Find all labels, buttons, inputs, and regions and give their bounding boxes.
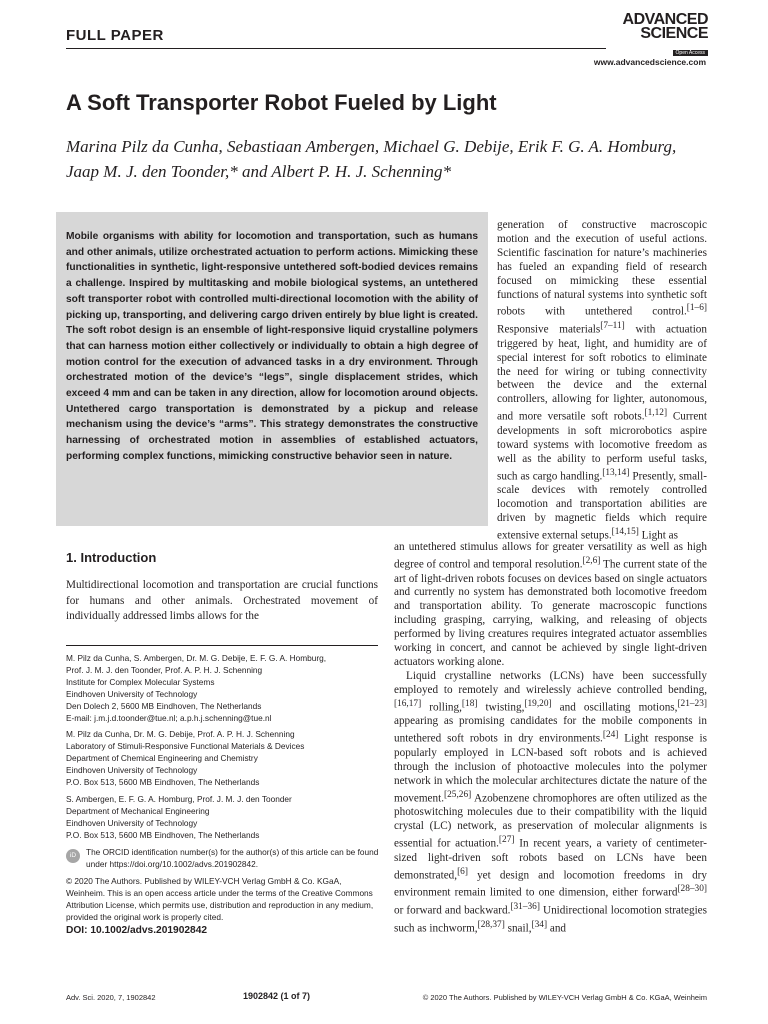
journal-logo [608,13,708,59]
journal-url[interactable]: www.advancedscience.com [593,57,706,67]
orcid-note [66,847,382,871]
doi[interactable]: DOI: 10.1002/advs.201902842 [66,925,208,936]
header-rule [66,48,606,49]
right-column-top: generation of constructive macroscopic motion and the execution of useful actions. Scientific fascination for nature’s machineries has fueled an expanding field of research focused on mimicking these essential functions of natural systems into synthetic soft robots with untethered control.[1–6] Responsive materials[7–11] with actuation triggered by heat, light, and humidity are of special interest for soft robotics to eliminate the need for wiring or tubing connectivity between the device and the external controllers, allowing for lighter, autonomous, and more versatile soft robots.[1,12] Current developments in soft microrobotics aspire toward systems with locomotive freedom as well as the ability to perform useful tasks, such as cargo handling.[13,14] Presently, small-scale devices with remotely controlled locomotion and transportation abilities are driven by magnetic fields which require extensive external setups.[14,15] Light as [497,219,708,542]
license-note: © 2020 The Authors. Published by WILEY-VCH Verlag GmbH & Co. KGaA, Weinheim. This is an open access article under the terms of the Creative Commons Attribution License, which permits use, distribution and reproduction in any medium, provided the original work is properly cited. [66,876,374,923]
right-column-bottom: an untethered stimulus allows for greater versatility as well as high degree of control and temporal resolution.[2,6] The current state of the art of light-driven robots focuses on devices based on single actuators and currently no system has demonstrated both locomotive freedom and transportation ability. To generate macroscopic functions including grasping, carrying, walking, and releasing of objects performed by living creatures requires integrated actuator assemblies working in concert, and cannot be achieved by single light-driven actuators working alone. Liquid crystalline networks (LCNs) have been successfully employed to remotely and wirelessly achieve controlled bending,[16,17] rolling,[18] twisting,[19,20] and oscillating motions,[21–23] appearing as promising candidates for the mobile components in untethered soft robots in dry environments.[24] Light response is popularly employed in LCN-based soft robots and is achieved through the inclusion of photoactive molecules into the polymer network in which the molecular architectures dictate the nature of the movement.[25,26] Azobenzene chromophores are often utilized as the photoswitching molecules due to their compatibility with the liquid crystal (LC) network, as preservation of molecular alignments is essential for actuation.[27] In recent years, a variety of centimeter-sized light-driven soft robots based on LCNs have been demonstrated,[6] yet design and locomotion freedoms in dry environment remain limited to one dimension, either forward[28–30] or forward and backward.[31–36] Unidirectional locomotion strategies such as inchworm,[28,37] snail,[34] and [394,541,708,935]
affiliation-rule [66,645,378,646]
paper-title: A Soft Transporter Robot Fueled by Light [66,90,497,115]
contact-email[interactable]: E-mail: j.m.j.d.toonder@tue.nl; a.p.h.j.schenning@tue.nl [66,712,272,723]
section-label: FULL PAPER [66,27,164,44]
affiliation-block-3: S. Ambergen, E. F. G. A. Homburg, Prof. J. M. J. den Toonder Department of Mechanical Engineering Eindhoven University of Technology P.O. Box 513, 5600 MB Eindhoven, The Netherlands [66,793,292,840]
intro-paragraph: Multidirectional locomotion and transportation are crucial functions for humans and other animals. Orchestrated movement of individually addressed limbs allows for the [66,579,378,623]
authors-line-2: Jaap M. J. den Toonder,* and Albert P. H. J. Schenning* [66,162,451,181]
affiliations [66,653,382,924]
affiliation-block-2: M. Pilz da Cunha, Dr. M. G. Debije, Prof. A. P. H. J. Schenning Laboratory of Stimuli-Responsive Functional Materials & Devices Department of Chemical Engineering and Chemistry Eindhoven University of Technology P.O. Box 513, 5600 MB Eindhoven, The Netherlands [66,729,305,788]
page-number: 1902842 (1 of 7) [243,991,311,1001]
journal-name-line1: ADVANCED [622,11,708,28]
affiliation-block-1: M. Pilz da Cunha, S. Ambergen, Dr. M. G. Debije, E. F. G. A. Homburg, Prof. J. M. J. den Toonder, Prof. A. P. H. J. Schenning Institute for Complex Molecular Systems Eindhoven University of Technology Den Dolech 2, 5600 MB Eindhoven, The Netherlands E-mail: j.m.j.d.toonder@tue.nl; a.p.h.j.schenning@tue.nl [66,653,382,724]
footer-citation: Adv. Sci. 2020, 7, 1902842 [66,993,156,1002]
orcid-icon: iD [66,849,80,863]
author-list [66,134,716,184]
open-access-badge: Open Access [673,50,708,56]
footer-copyright: © 2020 The Authors. Published by WILEY-VCH Verlag GmbH & Co. KGaA, Weinheim [422,993,707,1002]
authors-line-1: Marina Pilz da Cunha, Sebastiaan Ambergen, Michael G. Debije, Erik F. G. A. Homburg, [66,137,677,156]
section-heading-introduction: 1. Introduction [66,550,157,565]
journal-name-line2: SCIENCE [640,25,708,42]
orcid-text[interactable]: The ORCID identification number(s) for the author(s) of this article can be found under https://doi.org/10.1002/advs.201902842. [86,846,379,869]
abstract-text: Mobile organisms with ability for locomotion and transportation, such as humans and other animals, utilize orchestrated actuation to perform actions. Mimicking these functionalities in synthetic, light-responsive untethered soft-bodied devices remains a challenge. Inspired by multitasking and mobile biological systems, an untethered soft transporter robot with controlled multi-directional locomotion with the ability of picking up, transporting, and delivering cargo driven entirely by blue light is created. The soft robot design is an ensemble of light-responsive liquid crystalline polymers that can harness motion either collectively or individually to obtain a high degree of motion control for the execution of advanced tasks in a dry environment. Through orchestrated motion of the device’s “legs”, single displacement strides, which exceed 4 mm and can be taken in any direction, allow for locomotion around objects. Untethered cargo transportation is demonstrated by a pickup and release mechanism using the device’s “arms”. This strategy demonstrates the constructive harnessing of orchestrated motion in assemblies of established actuators, performing complex functions, mimicking constructive behavior seen in nature. [66,231,478,462]
